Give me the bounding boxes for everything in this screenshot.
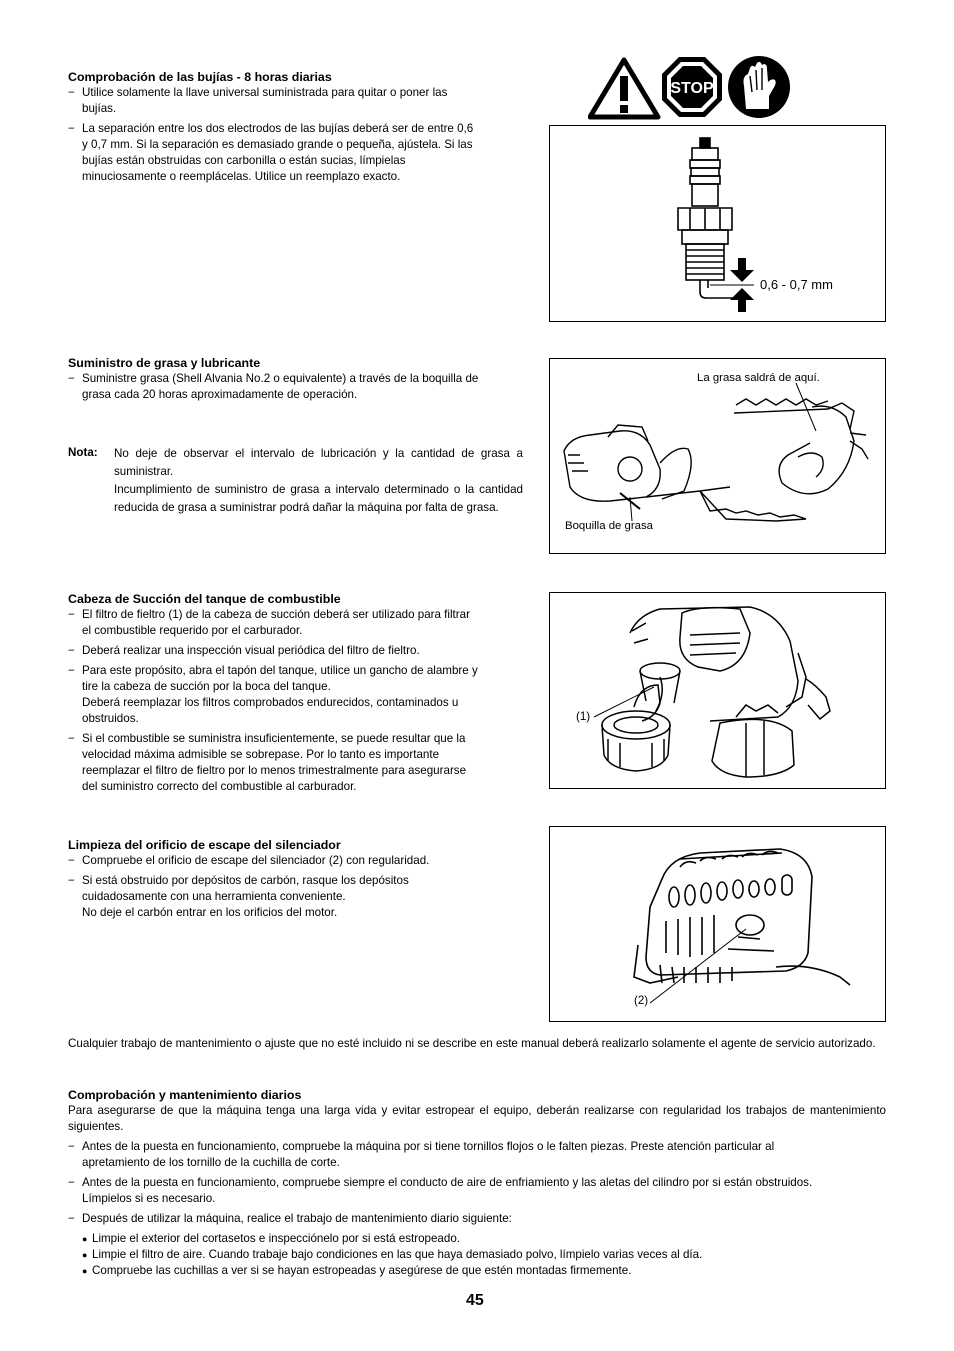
general-note: Cualquier trabajo de mantenimiento o ajuste que no esté incluido ni se describe en este manual deberá realizarlo solamente el agente de servicio autorizado.: [68, 1037, 876, 1050]
text-line: velocidad máxima admisible se sobrepase. Por lo tanto es importante: [82, 748, 440, 761]
text-line: reemplazar el filtro de fieltro por lo menos trimestralmente para asegurarse: [82, 764, 467, 777]
dash-list: [68, 853, 528, 921]
section-title: Suministro de grasa y lubricante: [68, 356, 261, 370]
list-item: [68, 663, 528, 727]
exhaust-callout-label: (2): [634, 994, 649, 1007]
section-spark-plugs: [68, 69, 528, 189]
text-line: − La separación entre los dos electrodos de las bujías deberá ser de entre 0,6: [82, 122, 474, 135]
text-line: obstruidos.: [82, 712, 139, 725]
bullet-item: ● Limpie el filtro de aire. Cuando trabaje bajo condiciones en las que haya demasiado polvo, límpielo varias veces al día.: [82, 1247, 890, 1263]
spark-plug-drawing: [678, 138, 736, 298]
text-line: − Suministre grasa (Shell Alvania No.2 o equivalente) a través de la boquilla de: [82, 372, 479, 385]
list-item: [68, 607, 528, 639]
text-line: − Antes de la puesta en funcionamiento, compruebe la máquina por si tiene tornillos flojos o le falten piezas. Preste atención particular al: [82, 1140, 775, 1153]
dash-list: [68, 607, 528, 795]
warning-icons: [588, 56, 793, 120]
text-line: bujías están obstruidas con carbonilla o están sucias, límpielas: [82, 154, 406, 167]
hedge-trimmer-drawing: [564, 399, 868, 521]
dash-list: [68, 371, 523, 403]
list-item: [68, 85, 528, 117]
list-item: [68, 121, 528, 185]
note-line: Incumplimiento de suministro de grasa a intervalo determinado o la cantidad reducida de grasa a suministrar podrá dañar la máquina por falta de grasa.: [114, 483, 523, 514]
text-line: − Utilice solamente la llave universal suministrada para quitar o poner las: [82, 86, 448, 99]
text-line: − El filtro de fieltro (1) de la cabeza de succión deberá ser utilizado para filtrar: [82, 608, 470, 621]
page-number: 45: [466, 1292, 484, 1309]
section-muffler: [68, 837, 528, 925]
text-line: bujías.: [82, 102, 117, 115]
daily-intro: Para asegurarse de que la máquina tenga una larga vida y evitar estropear el equipo, deberán realizarse con regularidad los trabajos de mantenimiento siguientes.: [68, 1104, 886, 1133]
gloves-icon: [728, 56, 790, 118]
text-line: − Deberá realizar una inspección visual periódica del filtro de fieltro.: [82, 644, 420, 657]
text-line: − Después de utilizar la máquina, realice el trabajo de mantenimiento diario siguiente:: [82, 1212, 512, 1225]
grease-nipple-label: Boquilla de grasa: [565, 520, 654, 532]
leader-line: [650, 929, 746, 1003]
warning-triangle-icon: [590, 60, 658, 117]
stop-text: STOP: [670, 80, 714, 97]
filter-callout-label: (1): [576, 710, 591, 723]
dash-list: [68, 85, 528, 185]
dash-list: [68, 1139, 890, 1279]
text-line: el combustible requerido por el carburador.: [82, 624, 303, 637]
text-line: − Si el combustible se suministra insuficientemente, se puede resultar que la: [82, 732, 466, 745]
note-line: No deje de observar el intervalo de lubricación y la cantidad de grasa a suministrar.: [114, 447, 523, 478]
list-item: [68, 873, 528, 921]
engine-drawing: [630, 607, 830, 777]
list-item: [68, 853, 528, 869]
list-item: [68, 731, 528, 795]
text-line: grasa cada 20 horas aproximadamente de operación.: [82, 388, 358, 401]
text-line: Deberá reemplazar los filtros comprobados endurecidos, contaminados u: [82, 696, 459, 709]
section-title: Cabeza de Succión del tanque de combustible: [68, 592, 341, 606]
section-title: Comprobación y mantenimiento diarios: [68, 1088, 302, 1102]
section-title: Limpieza del orificio de escape del silenciador: [68, 838, 341, 852]
gap-arrows-icon: [710, 258, 754, 312]
bullet-item: ● Limpie el exterior del cortasetos e inspecciónelo por si está estropeado.: [82, 1231, 890, 1247]
fuel-cap-drawing: [602, 677, 670, 771]
list-item: [68, 371, 523, 403]
text-line: tire la cabeza de succión por la boca del tanque.: [82, 680, 331, 693]
text-line: − Si está obstruido por depósitos de carbón, rasque los depósitos: [82, 874, 409, 887]
stop-sign-icon: [662, 57, 722, 117]
hedge-trimmer-figure: [549, 358, 886, 554]
text-line: apretamiento de los tornillo de la cuchilla de corte.: [82, 1156, 340, 1169]
fuel-tank-figure: [549, 592, 886, 789]
text-line: minuciosamente o reemplácelas. Utilice un reemplazo exacto.: [82, 170, 401, 183]
text-line: − Antes de la puesta en funcionamiento, compruebe siempre el conducto de aire de enfriamiento y las aletas del cilindro por si están obstruidos.: [82, 1176, 813, 1189]
list-item: [68, 643, 528, 659]
muffler-drawing: [634, 849, 850, 985]
section-grease: [68, 355, 523, 407]
text-line: − Para este propósito, abra el tapón del tanque, utilice un gancho de alambre y: [82, 664, 478, 677]
gap-label: 0,6 - 0,7 mm: [760, 277, 833, 292]
text-line: del suministro correcto del combustible al carburador.: [82, 780, 357, 793]
list-item: [68, 1211, 890, 1279]
section-title: Comprobación de las bujías - 8 horas diarias: [68, 70, 332, 84]
section-suction-head: [68, 591, 528, 799]
grease-exit-label: La grasa saldrá de aquí.: [697, 372, 820, 384]
muffler-figure: [549, 826, 886, 1022]
spark-plug-figure: [549, 125, 886, 322]
text-line: Límpielos si es necesario.: [82, 1192, 216, 1205]
text-line: − Compruebe el orificio de escape del silenciador (2) con regularidad.: [82, 854, 430, 867]
section-daily-maintenance: [68, 1087, 890, 1279]
note-body: [114, 445, 523, 517]
note-label: Nota:: [68, 446, 98, 459]
bullet-item: ● Compruebe las cuchillas a ver si se hayan estropeadas y asegúrese de que estén montadas firmemente.: [82, 1263, 890, 1279]
text-line: y 0,7 mm. Si la separación es demasiado grande o pequeña, ajústela. Si las: [82, 138, 473, 151]
bullet-list: [82, 1231, 890, 1279]
text-line: cuidadosamente con una herramienta conveniente.: [82, 890, 346, 903]
text-line: No deje el carbón entrar en los orificios del motor.: [82, 906, 338, 919]
list-item: [68, 1175, 890, 1207]
list-item: [68, 1139, 890, 1171]
